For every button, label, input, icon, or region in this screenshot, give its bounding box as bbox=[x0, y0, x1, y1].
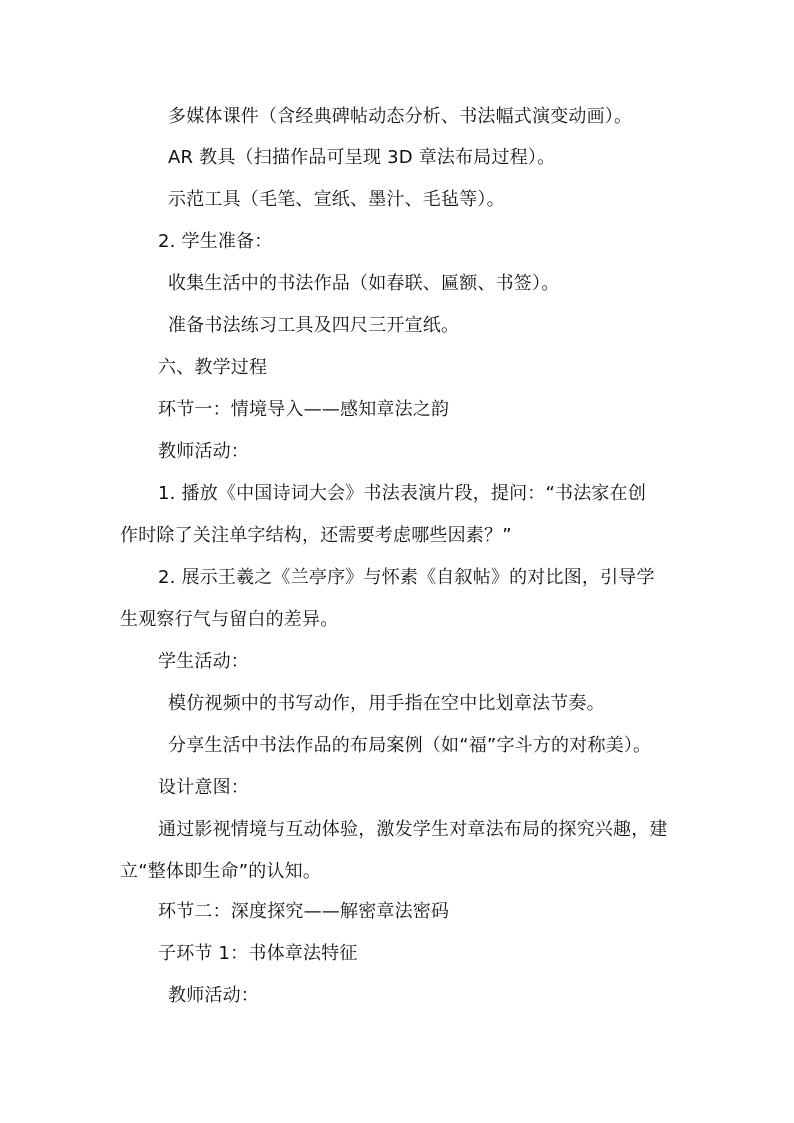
subheading-stage-one: 环节一：情境导入——感知章法之韵 bbox=[158, 399, 450, 420]
line-ar-tools: AR 教具（扫描作品可呈现 3D 章法布局过程）。 bbox=[168, 147, 556, 168]
paragraph-1-line-1: 1. 播放《中国诗词大会》书法表演片段，提问：“书法家在创 bbox=[158, 483, 647, 504]
label-student-activity: 学生活动： bbox=[158, 651, 249, 672]
section-heading-teaching-process: 六、教学过程 bbox=[158, 357, 268, 378]
label-design-intent: 设计意图： bbox=[158, 777, 249, 798]
line-collect-works: 收集生活中的书法作品（如春联、匾额、书签）。 bbox=[168, 273, 560, 294]
paragraph-1-line-2: 作时除了关注单字结构，还需要考虑哪些因素？” bbox=[120, 525, 512, 546]
line-multimedia: 多媒体课件（含经典碑帖动态分析、书法幅式演变动画）。 bbox=[168, 106, 633, 127]
label-teacher-activity-2: 教师活动： bbox=[168, 985, 259, 1006]
line-imitate-writing: 模仿视频中的书写动作，用手指在空中比划章法节奏。 bbox=[168, 693, 605, 714]
paragraph-3-line-2: 立“整体即生命”的认知。 bbox=[120, 861, 322, 882]
paragraph-2-line-2: 生观察行气与留白的差异。 bbox=[120, 609, 339, 630]
line-prepare-paper: 准备书法练习工具及四尺三开宣纸。 bbox=[168, 315, 460, 336]
paragraph-3-line-1: 通过影视情境与互动体验，激发学生对章法布局的探究兴趣，建 bbox=[158, 819, 668, 840]
paragraph-2-line-1: 2. 展示王羲之《兰亭序》与怀素《自叙帖》的对比图，引导学 bbox=[158, 567, 655, 588]
line-demo-tools: 示范工具（毛笔、宣纸、墨汁、毛毡等）。 bbox=[168, 189, 505, 210]
line-share-layout: 分享生活中书法作品的布局案例（如“福”字斗方的对称美）。 bbox=[168, 735, 652, 756]
subheading-substage-one: 子环节 1：书体章法特征 bbox=[158, 943, 358, 964]
line-student-prep: 2. 学生准备： bbox=[158, 231, 273, 252]
subheading-stage-two: 环节二：深度探究——解密章法密码 bbox=[158, 901, 450, 922]
label-teacher-activity-1: 教师活动： bbox=[158, 441, 249, 462]
